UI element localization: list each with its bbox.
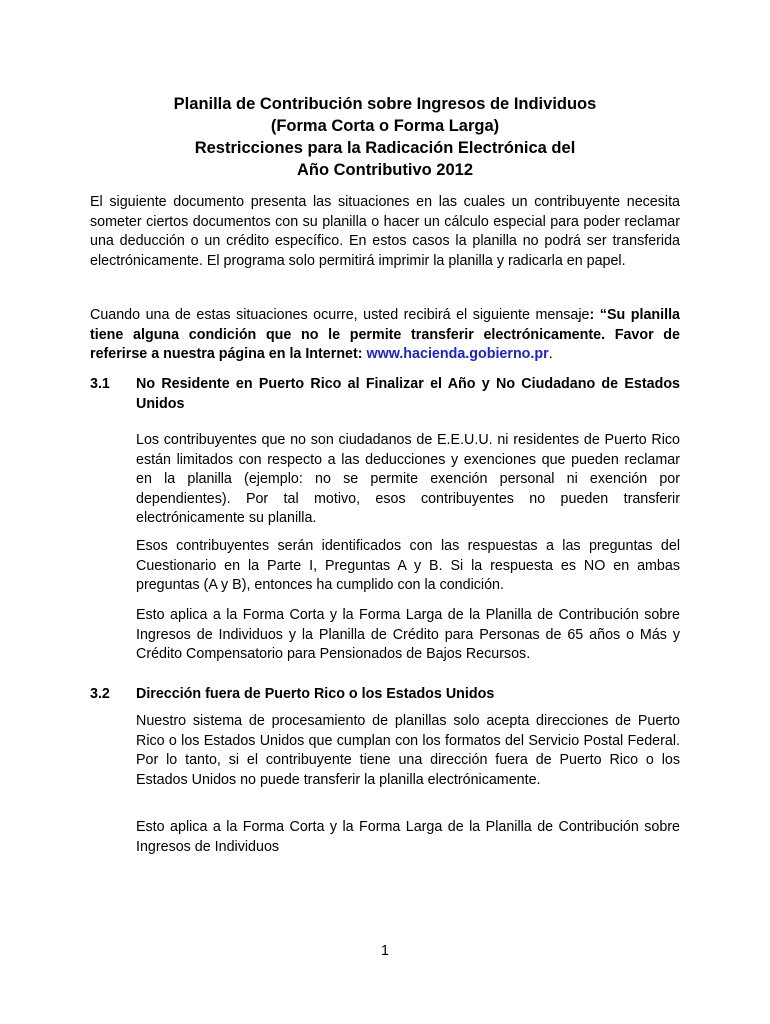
title-line-4: Año Contributivo 2012 [296,161,473,179]
section-paragraph: Nuestro sistema de procesamiento de planillas solo acepta direcciones de Puerto Rico o los Estados Unidos que cumplan con los formatos del Servicio Postal Federal. Por lo tanto, si el contribuyente tiene una dirección fuera de Puerto Rico o los Estados Unidos no puede transferir la planilla electrónicamente. [136,713,680,788]
section-paragraph: Esto aplica a la Forma Corta y la Forma Larga de la Planilla de Contribución sobre Ingresos de Individuos [136,819,680,855]
section-title: Dirección fuera de Puerto Rico o los Estados Unidos [136,686,495,702]
message-lead: Cuando una de estas situaciones ocurre, usted recibirá el siguiente mensaje [90,307,590,323]
message-end: . [548,346,553,363]
section-title: No Residente en Puerto Rico al Finalizar el Año y No Ciudadano de Estados Unidos [136,376,680,412]
section-paragraph: Los contribuyentes que no son ciudadanos de E.E.U.U. ni residentes de Puerto Rico están limitados con respecto a las deducciones y exenciones que pueden reclamar en la planilla (ejemplo: no se permite exención personal ni exención por dependientes). Por tal motivo, esos contribuyentes no pueden transferir electrónicamente su planilla. [136,432,680,527]
title-line-3: Restricciones para la Radicación Electrónica del [194,139,576,157]
document-title [90,93,680,181]
intro-paragraph: El siguiente documento presenta las situaciones en las cuales un contribuyente necesita someter ciertos documentos con su planilla o hacer un cálculo especial para poder reclamar una deducción o un crédito específico. En estos casos la planilla no podrá ser transferida electrónicamente. El programa solo permitirá imprimir la planilla y radicarla en papel. [90,194,680,269]
title-line-1: Planilla de Contribución sobre Ingresos de Individuos [173,95,597,113]
page-number: 1 [381,943,389,959]
section-paragraph: Esto aplica a la Forma Corta y la Forma Larga de la Planilla de Contribución sobre Ingresos de Individuos y la Planilla de Crédito para Personas de 65 años o Más y Crédito Compensatorio para Pensionados de Bajos Recursos. [136,607,680,663]
message-quote: “Su planilla tiene alguna condición que no le permite transferir electrónicamente. Favor de referirse a nuestra página en la Internet: [90,307,681,363]
message-colon: : [589,307,595,323]
section-number: 3.2 [90,686,110,702]
title-line-2: (Forma Corta o Forma Larga) [270,117,500,135]
hacienda-link[interactable]: www.hacienda.gobierno.pr [366,346,549,363]
section-paragraph: Esos contribuyentes serán identificados con las respuestas a las preguntas del Cuestionario en la Parte I, Preguntas A y B. Si la respuesta es NO en ambas preguntas (A y B), entonces ha cumplido con la condición. [136,538,680,594]
message-paragraph [90,306,680,365]
section-number: 3.1 [90,376,110,392]
